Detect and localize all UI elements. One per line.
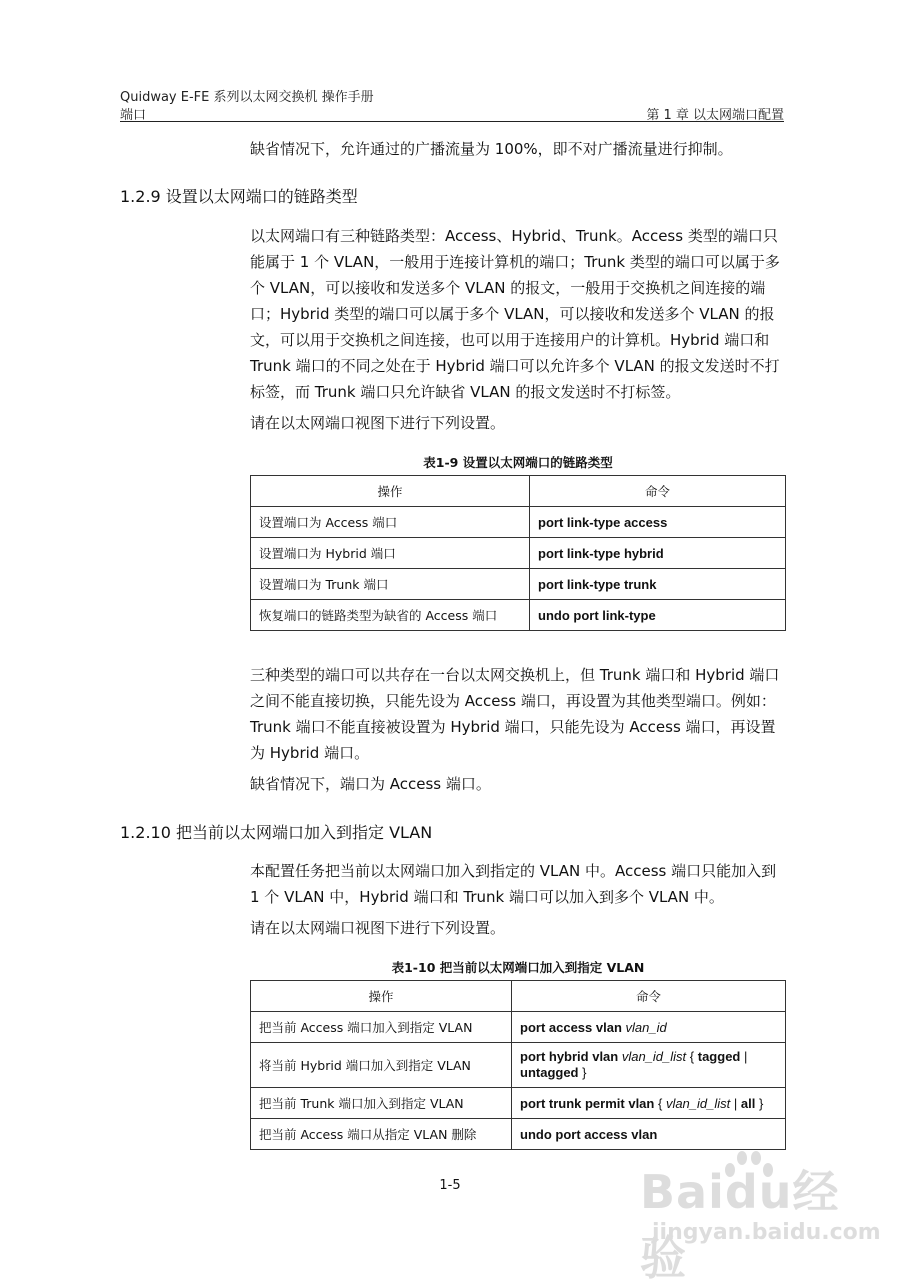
- table-caption-1-9: 表1-9 设置以太网端口的链路类型: [423, 455, 613, 470]
- table-row: [251, 569, 786, 600]
- command-keyword: port access vlan: [520, 1019, 626, 1035]
- section1-after-paragraph: 三种类型的端口可以共存在一台以太网交换机上，但 Trunk 端口和 Hybrid 端口之间不能直接切换，只能先设为 Access 端口，再设置为其他类型端口。例如：Trunk 端口不能直接被设置为 Hybrid 端口，只能先设为 Access 端口，再设置为 Hybrid 端口。: [250, 666, 780, 762]
- command-syntax: |: [740, 1049, 748, 1064]
- command-cell: port link-type trunk: [530, 569, 786, 600]
- command-cell: port link-type hybrid: [530, 538, 786, 569]
- watermark-brand: Baidu经验: [640, 1165, 840, 1285]
- table-row: [251, 1012, 786, 1043]
- table-row: [251, 1043, 786, 1088]
- command-syntax: }: [755, 1095, 764, 1111]
- operation-cell: 恢复端口的链路类型为缺省的 Access 端口: [251, 600, 530, 631]
- command-syntax: |: [730, 1095, 741, 1111]
- command-param: vlan_id_list: [665, 1095, 731, 1111]
- table-row: [251, 600, 786, 631]
- table-link-type: [250, 475, 786, 631]
- table-row: [251, 1088, 786, 1119]
- page-number: 1-5: [439, 1178, 461, 1193]
- command-keyword: port hybrid vlan: [520, 1049, 622, 1064]
- column-header-operation: 操作: [251, 476, 530, 507]
- operation-cell: 将当前 Hybrid 端口加入到指定 VLAN: [251, 1043, 512, 1088]
- table-header-row: [251, 476, 786, 507]
- table-row: [251, 507, 786, 538]
- column-header-command: 命令: [512, 981, 786, 1012]
- header-title: Quidway E-FE 系列以太网交换机 操作手册: [120, 90, 374, 105]
- intro-paragraph: 缺省情况下，允许通过的广播流量为 100%，即不对广播流量进行抑制。: [250, 140, 733, 158]
- header-rule: [120, 121, 784, 122]
- table-add-vlan: [250, 980, 786, 1150]
- operation-cell: 设置端口为 Trunk 端口: [251, 569, 530, 600]
- command-syntax: {: [686, 1049, 698, 1064]
- operation-cell: 设置端口为 Access 端口: [251, 507, 530, 538]
- header-section: 端口: [120, 108, 147, 123]
- column-header-command: 命令: [530, 476, 786, 507]
- command-syntax: {: [654, 1095, 666, 1111]
- watermark-url: jingyan.baidu.com: [652, 1220, 881, 1245]
- command-cell: [512, 1043, 786, 1088]
- command-param: vlan_id_list: [621, 1049, 687, 1064]
- operation-cell: 把当前 Access 端口加入到指定 VLAN: [251, 1012, 512, 1043]
- command-keyword: untagged: [520, 1065, 579, 1080]
- operation-cell: 把当前 Access 端口从指定 VLAN 删除: [251, 1119, 512, 1150]
- command-keyword: all: [740, 1095, 756, 1111]
- section-heading-1-2-10: 1.2.10 把当前以太网端口加入到指定 VLAN: [120, 823, 433, 842]
- operation-cell: 把当前 Trunk 端口加入到指定 VLAN: [251, 1088, 512, 1119]
- section2-instruction: 请在以太网端口视图下进行下列设置。: [250, 919, 506, 937]
- section1-default-note: 缺省情况下，端口为 Access 端口。: [250, 775, 491, 793]
- command-param: vlan_id: [625, 1019, 667, 1035]
- command-cell: [512, 1012, 786, 1043]
- command-cell: undo port link-type: [530, 600, 786, 631]
- command-cell: undo port access vlan: [512, 1119, 786, 1150]
- command-syntax: }: [578, 1065, 587, 1080]
- section1-instruction: 请在以太网端口视图下进行下列设置。: [250, 414, 506, 432]
- column-header-operation: 操作: [251, 981, 512, 1012]
- table-header-row: [251, 981, 786, 1012]
- section1-paragraph: 以太网端口有三种链路类型：Access、Hybrid、Trunk。Access 类型的端口只能属于 1 个 VLAN，一般用于连接计算机的端口；Trunk 类型的端口可以属于多个 VLAN，可以接收和发送多个 VLAN 的报文，一般用于交换机之间连接的端口；Hybrid 类型的端口可以属于多个 VLAN，可以接收和发送多个 VLAN 的报文，可以用于交换机之间连接，也可以用于连接用户的计算机。Hybrid 端口和 Trunk 端口的不同之处在于 Hybrid 端口可以允许多个 VLAN 的报文发送时不打标签，而 Trunk 端口只允许缺省 VLAN 的报文发送时不打标签。: [250, 227, 780, 401]
- operation-cell: 设置端口为 Hybrid 端口: [251, 538, 530, 569]
- command-cell: [512, 1088, 786, 1119]
- table-caption-1-10: 表1-10 把当前以太网端口加入到指定 VLAN: [391, 960, 645, 975]
- section2-paragraph: 本配置任务把当前以太网端口加入到指定的 VLAN 中。Access 端口只能加入到 1 个 VLAN 中，Hybrid 端口和 Trunk 端口可以加入到多个 VLAN 中。: [250, 862, 777, 906]
- command-keyword: tagged: [697, 1049, 741, 1064]
- section-heading-1-2-9: 1.2.9 设置以太网端口的链路类型: [120, 187, 358, 206]
- table-row: [251, 538, 786, 569]
- command-keyword: port trunk permit vlan: [520, 1095, 655, 1111]
- header-chapter: 第 1 章 以太网端口配置: [646, 108, 784, 123]
- table-row: [251, 1119, 786, 1150]
- baidu-watermark: [640, 1148, 881, 1285]
- command-cell: port link-type access: [530, 507, 786, 538]
